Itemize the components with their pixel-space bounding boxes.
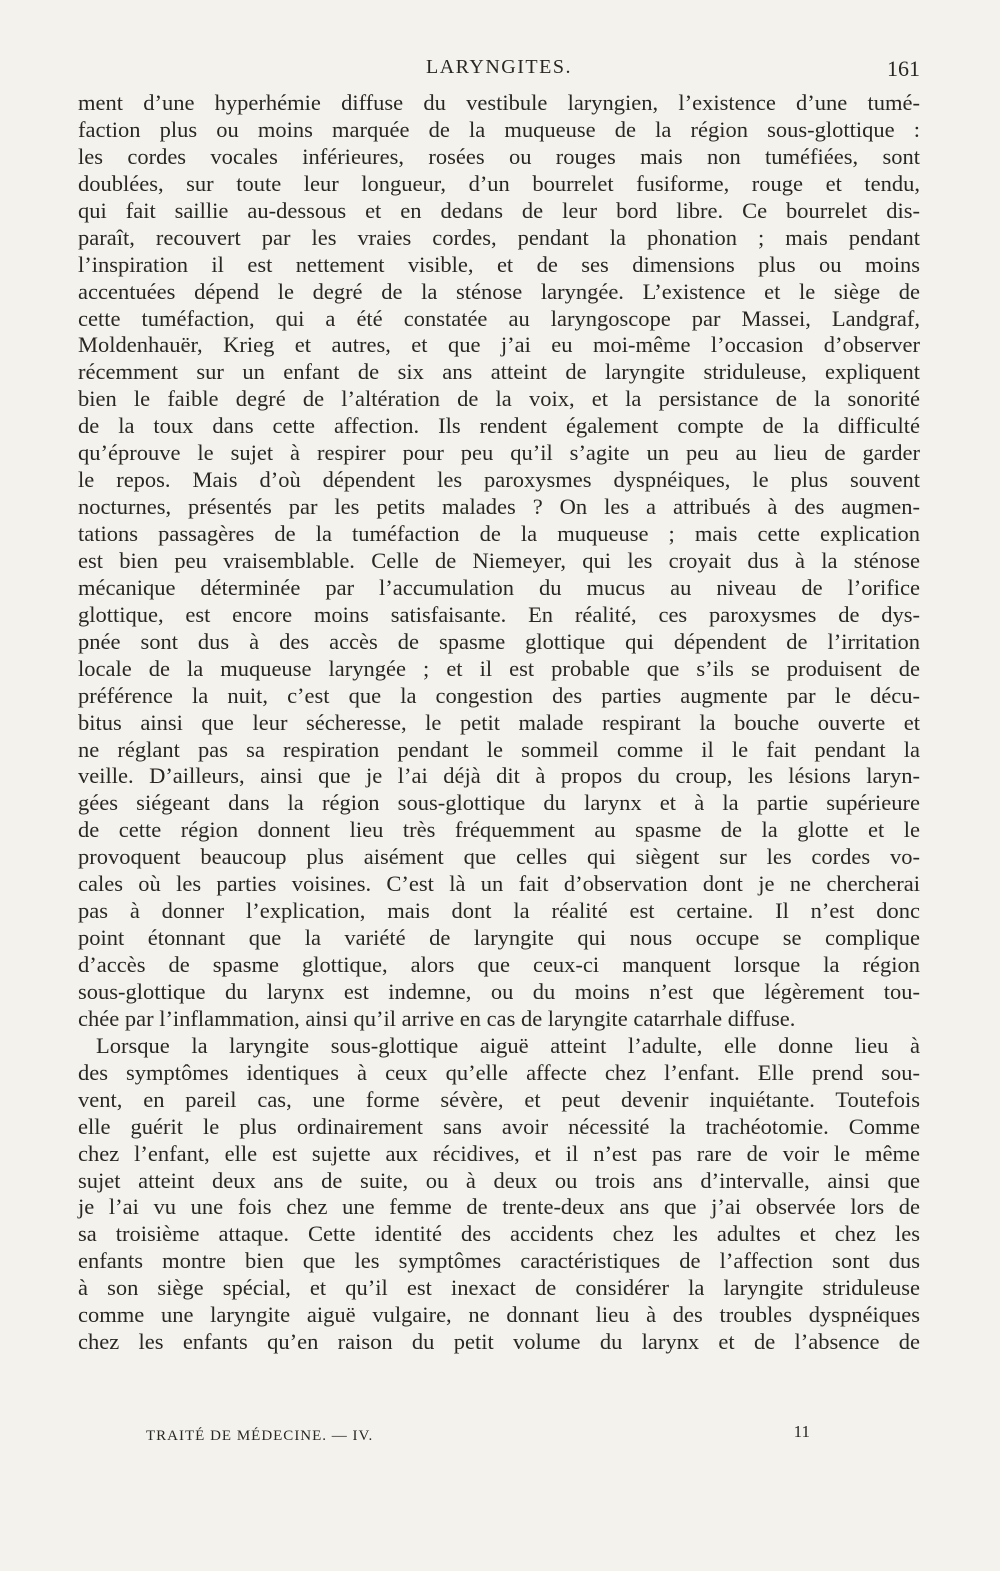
text-line: qui fait saillie au-dessous et en dedans de leur bord libre. Ce bourrelet dis- <box>78 197 920 223</box>
text-line: Lorsque la laryngite sous-glottique aiguë atteint l’adulte, elle donne lieu à <box>96 1032 920 1058</box>
text-line: sa troisième attaque. Cette identité des accidents chez les adultes et chez les <box>78 1221 920 1247</box>
text-line: est bien peu vraisemblable. Celle de Niemeyer, qui les croyait dus à la sténose <box>78 547 920 573</box>
text-line: Moldenhauër, Krieg et autres, et que j’ai eu moi-même l’occasion d’observer <box>78 332 920 358</box>
text-line: préférence la nuit, c’est que la congestion des parties augmente par le décu- <box>78 682 920 708</box>
text-line: je l’ai vu une fois chez une femme de trente-deux ans que j’ai observée lors de <box>78 1194 920 1220</box>
text-line: ne réglant pas sa respiration pendant le sommeil comme il le fait pendant la <box>78 736 920 762</box>
body-text <box>78 90 920 1356</box>
text-line: nocturnes, présentés par les petits malades ? On les a attribués à des augmen- <box>78 494 920 520</box>
running-title: LARYNGITES. <box>426 56 572 78</box>
text-line: faction plus ou moins marquée de la muqueuse de la région sous-glottique : <box>78 116 920 142</box>
text-line: gées siégeant dans la région sous-glottique du larynx et à la partie supérieure <box>78 790 920 816</box>
text-line: ment d’une hyperhémie diffuse du vestibule laryngien, l’existence d’une tumé- <box>78 90 920 115</box>
text-line: d’accès de spasme glottique, alors que ceux-ci manquent lorsque la région <box>78 952 920 977</box>
sheet-number: 11 <box>793 1422 810 1441</box>
text-line: comme une laryngite aiguë vulgaire, ne donnant lieu à des troubles dyspnéiques <box>78 1302 920 1328</box>
text-line: de la toux dans cette affection. Ils rendent également compte de la difficulté <box>78 413 920 439</box>
text-line: provoquent beaucoup plus aisément que celles qui siègent sur les cordes vo- <box>78 844 920 870</box>
page-footer <box>146 1422 810 1454</box>
text-line: veille. D’ailleurs, ainsi que je l’ai déjà dit à propos du croup, les lésions laryn- <box>78 763 920 789</box>
text-line: récemment sur un enfant de six ans atteint de laryngite striduleuse, expliquent <box>78 359 920 385</box>
text-line: chez les enfants qu’en raison du petit volume du larynx et de l’absence de <box>78 1329 920 1355</box>
text-line: accentuées dépend le degré de la sténose laryngée. L’existence et le siège de <box>78 278 920 304</box>
text-line: des symptômes identiques à ceux qu’elle affecte chez l’enfant. Elle prend sou- <box>78 1059 920 1085</box>
text-line: locale de la muqueuse laryngée ; et il est probable que s’ils se produisent de <box>78 655 920 681</box>
text-line: enfants montre bien que les symptômes caractéristiques de l’affection sont dus <box>78 1248 920 1274</box>
text-line: cales où les parties voisines. C’est là un fait d’observation dont je ne chercherai <box>78 871 920 897</box>
text-line: les cordes vocales inférieures, rosées ou rouges mais non tuméfiées, sont <box>78 143 920 169</box>
signature-mark: TRAITÉ DE MÉDECINE. — IV. <box>146 1428 374 1444</box>
running-head <box>78 56 920 86</box>
text-line: paraît, recouvert par les vraies cordes, pendant la phonation ; mais pendant <box>78 224 920 250</box>
text-line: tations passagères de la tuméfaction de la muqueuse ; mais cette explication <box>78 521 920 546</box>
text-line: cette tuméfaction, qui a été constatée au laryngoscope par Massei, Landgraf, <box>78 305 920 331</box>
text-line: sous-glottique du larynx est indemne, ou du moins n’est que légèrement tou- <box>78 978 920 1004</box>
text-line: bitus ainsi que leur sécheresse, le petit malade respirant la bouche ouverte et <box>78 709 920 735</box>
text-line: doublées, sur toute leur longueur, d’un bourrelet fusiforme, rouge et tendu, <box>78 170 920 196</box>
text-line: glottique, est encore moins satisfaisante. En réalité, ces paroxysmes de dys- <box>78 601 920 627</box>
text-line: à son siège spécial, et qu’il est inexact de considérer la laryngite striduleuse <box>78 1275 920 1301</box>
text-line: chée par l’inflammation, ainsi qu’il arrive en cas de laryngite catarrhale diffuse. <box>78 1005 796 1031</box>
text-line: le repos. Mais d’où dépendent les paroxysmes dyspnéiques, le plus souvent <box>78 467 920 493</box>
text-line: mécanique déterminée par l’accumulation du mucus au niveau de l’orifice <box>78 574 920 600</box>
text-line: pnée sont dus à des accès de spasme glottique qui dépendent de l’irritation <box>78 628 920 654</box>
text-line: pas à donner l’explication, mais dont la réalité est certaine. Il n’est donc <box>78 898 920 924</box>
text-line: elle guérit le plus ordinairement sans avoir nécessité la trachéotomie. Comme <box>78 1113 920 1139</box>
text-line: chez l’enfant, elle est sujette aux récidives, et il n’est pas rare de voir le même <box>78 1140 920 1166</box>
text-line: de cette région donnent lieu très fréquemment au spasme de la glotte et le <box>78 817 920 843</box>
text-line: bien le faible degré de l’altération de la voix, et la persistance de la sonorité <box>78 386 920 412</box>
text-line: sujet atteint deux ans de suite, ou à deux ou trois ans d’intervalle, ainsi que <box>78 1167 920 1193</box>
text-line: vent, en pareil cas, une forme sévère, et peut devenir inquiétante. Toutefois <box>78 1086 920 1112</box>
page-number: 161 <box>887 56 920 81</box>
text-line: l’inspiration il est nettement visible, et de ses dimensions plus ou moins <box>78 251 920 277</box>
text-line: qu’éprouve le sujet à respirer pour peu qu’il s’agite un peu au lieu de garder <box>78 440 920 466</box>
text-line: point étonnant que la variété de laryngite qui nous occupe se complique <box>78 925 920 951</box>
